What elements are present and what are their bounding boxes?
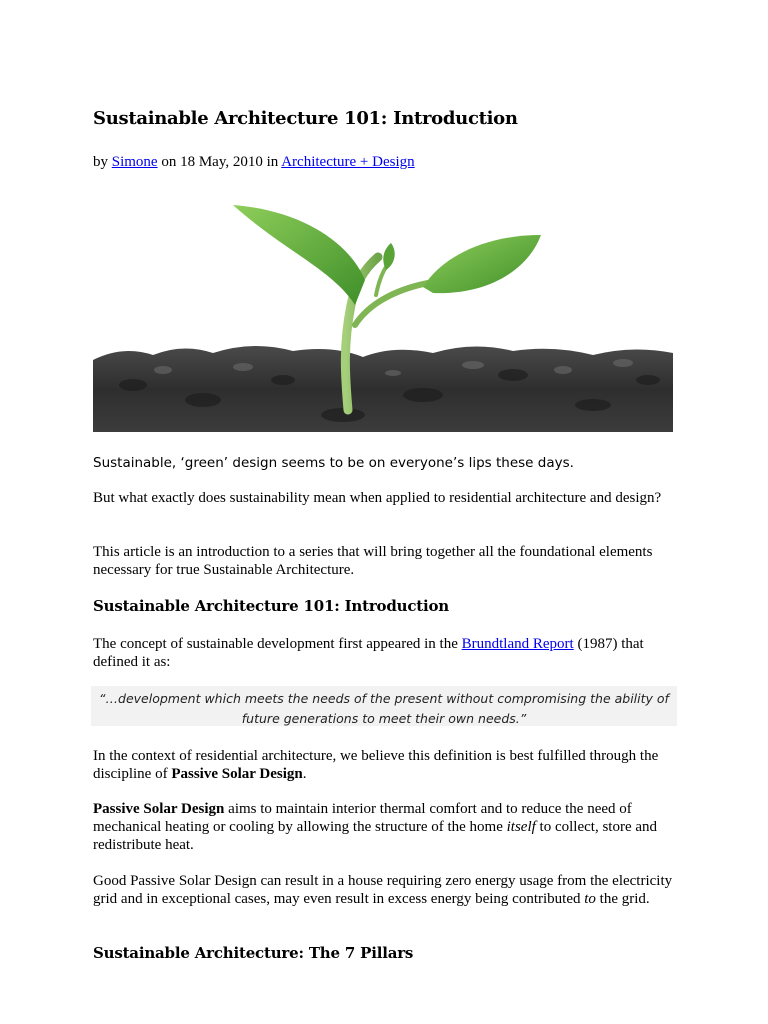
article-title: Sustainable Architecture 101: Introduction [93, 108, 518, 129]
author-link[interactable]: Simone [111, 154, 158, 170]
paragraph-1: But what exactly does sustainability mean when applied to residential architecture and design? [93, 490, 662, 506]
paragraph-3-text-end: (1987) that defined it as: [93, 636, 644, 670]
passive-solar-design-bold-2: Passive Solar Design [93, 801, 225, 817]
itself-italic: itself [506, 819, 536, 835]
paragraph-5-text: aims to maintain interior thermal comfort and to reduce the need of mechanical heating or cooling by allowing the structure of the home [93, 801, 632, 835]
paragraph-2: This article is an introduction to a series that will bring together all the foundational elements necessary for true Sustainable Architecture. [93, 544, 653, 578]
byline-date: on 18 May, 2010 in [157, 154, 282, 170]
section-heading-7-pillars: Sustainable Architecture: The 7 Pillars [93, 944, 414, 962]
paragraph-6-text: Good Passive Solar Design can result in a house requiring zero energy usage from the electricity grid and in exceptional cases, may even result in excess energy being contributed [93, 873, 673, 907]
paragraph-6-text-end: the grid. [595, 891, 650, 907]
paragraph-3-text: The concept of sustainable development first appeared in the [93, 636, 462, 652]
intro-paragraph: Sustainable, ‘green’ design seems to be on everyone’s lips these days. [93, 455, 574, 471]
quote-text: “…development which meets the needs of the present without compromising the ability of future generations to meet their own needs.” [99, 691, 669, 726]
to-italic: to [584, 891, 596, 907]
category-link[interactable]: Architecture + Design [281, 154, 415, 170]
brundtland-report-link[interactable]: Brundtland Report [461, 636, 574, 652]
blockquote [91, 686, 677, 726]
paragraph-5-text-end: to collect, store and redistribute heat. [93, 819, 658, 853]
paragraph-6 [93, 872, 683, 908]
seedling-image [93, 195, 673, 432]
passive-solar-design-bold: Passive Solar Design [171, 766, 303, 782]
paragraph-4-text: In the context of residential architecture, we believe this definition is best fulfilled through the discipline of [93, 748, 659, 782]
byline-by: by [93, 154, 112, 170]
paragraph-4 [93, 747, 683, 783]
paragraph-3 [93, 635, 683, 671]
paragraph-4-text-end: . [302, 766, 307, 782]
paragraph-5 [93, 800, 683, 854]
byline [93, 154, 415, 171]
section-heading-introduction: Sustainable Architecture 101: Introduction [93, 597, 449, 615]
